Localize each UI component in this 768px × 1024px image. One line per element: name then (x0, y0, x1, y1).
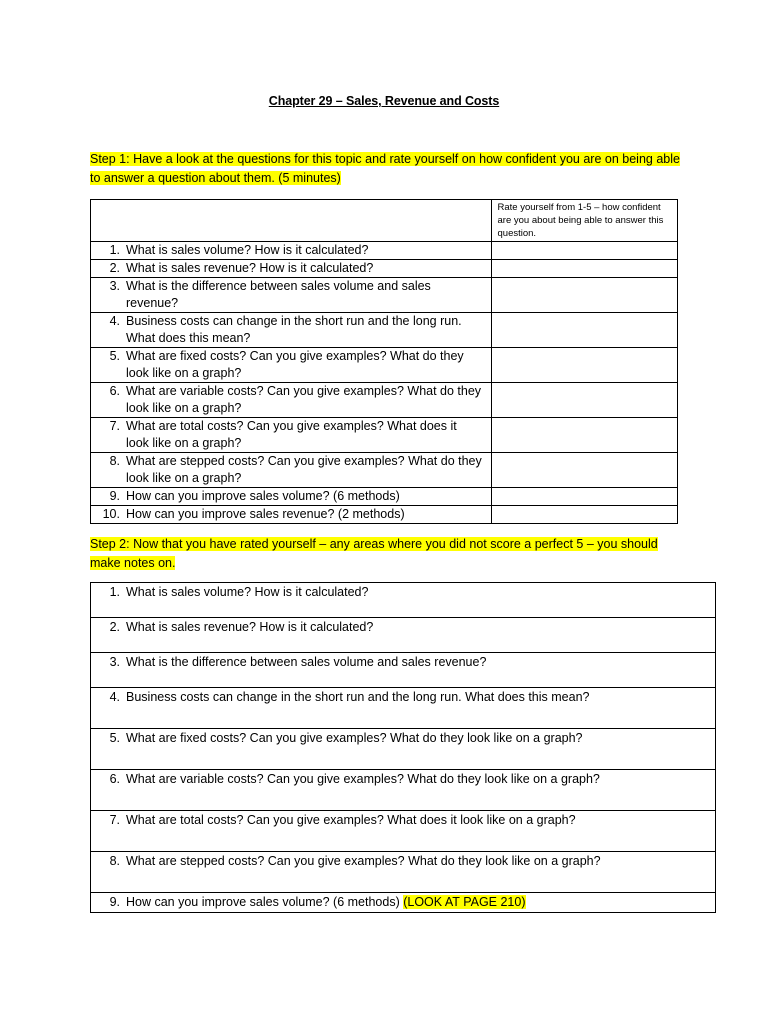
notes-table (90, 582, 716, 913)
question-text: What is sales revenue? How is it calculated? (126, 261, 374, 275)
rating-row (91, 278, 678, 313)
rating-cell[interactable] (491, 453, 677, 488)
question-text: How can you improve sales revenue? (2 methods) (126, 507, 405, 521)
note-text: What are variable costs? Can you give examples? What do they look like on a graph? (126, 772, 600, 786)
notes-row (91, 852, 716, 893)
notes-cell[interactable] (91, 811, 716, 852)
question-number: 3. (109, 279, 120, 293)
note-number: 1. (109, 585, 120, 599)
rating-row (91, 383, 678, 418)
note-number: 4. (109, 690, 120, 704)
rating-row (91, 488, 678, 506)
question-number: 8. (109, 454, 120, 468)
rating-cell[interactable] (491, 418, 677, 453)
notes-row (91, 811, 716, 852)
page-reference-highlight: (LOOK AT PAGE 210) (403, 895, 526, 909)
notes-cell[interactable] (91, 729, 716, 770)
note-number: 2. (109, 620, 120, 634)
notes-cell[interactable] (91, 653, 716, 688)
rating-cell[interactable] (491, 348, 677, 383)
rating-cell[interactable] (491, 488, 677, 506)
rating-row (91, 506, 678, 524)
question-number: 4. (109, 314, 120, 328)
question-text: What are variable costs? Can you give examples? What do they look like on a graph? (126, 384, 482, 415)
note-number: 7. (109, 813, 120, 827)
note-text: How can you improve sales volume? (6 methods) (126, 895, 400, 909)
rating-header-cell: Rate yourself from 1-5 – how confident are you about being able to answer this question. (491, 200, 677, 242)
rating-table (90, 199, 678, 524)
note-number: 3. (109, 655, 120, 669)
rating-row (91, 418, 678, 453)
notes-row (91, 653, 716, 688)
rating-row (91, 242, 678, 260)
question-text: Business costs can change in the short run and the long run. What does this mean? (126, 314, 462, 345)
note-text: What is sales revenue? How is it calculated? (126, 620, 374, 634)
question-text: What are total costs? Can you give examples? What does it look like on a graph? (126, 419, 457, 450)
question-text: What is sales volume? How is it calculated? (126, 243, 369, 257)
note-text-with-highlight (120, 894, 715, 911)
notes-row (91, 618, 716, 653)
question-number: 2. (109, 261, 120, 275)
note-text: What is sales volume? How is it calculated? (126, 585, 369, 599)
page-title: Chapter 29 – Sales, Revenue and Costs (268, 94, 500, 108)
rating-cell[interactable] (491, 278, 677, 313)
rating-cell[interactable] (491, 313, 677, 348)
question-text: What are fixed costs? Can you give examples? What do they look like on a graph? (126, 349, 464, 380)
step1-text: Step 1: Have a look at the questions for this topic and rate yourself on how confident you are on being able to answer a question about them. (5 minutes) (90, 152, 680, 185)
question-text: How can you improve sales volume? (6 methods) (126, 489, 400, 503)
rating-cell[interactable] (491, 383, 677, 418)
note-text: What is the difference between sales volume and sales revenue? (126, 655, 487, 669)
rating-row (91, 453, 678, 488)
question-number: 6. (109, 384, 120, 398)
notes-row (91, 770, 716, 811)
question-text: What is the difference between sales volume and sales revenue? (126, 279, 431, 310)
notes-cell[interactable] (91, 688, 716, 729)
notes-cell[interactable] (91, 583, 716, 618)
notes-row (91, 893, 716, 913)
note-text: What are stepped costs? Can you give examples? What do they look like on a graph? (126, 854, 601, 868)
step2-instructions (90, 535, 690, 573)
question-text: What are stepped costs? Can you give examples? What do they look like on a graph? (126, 454, 482, 485)
note-text: Business costs can change in the short run and the long run. What does this mean? (126, 690, 590, 704)
notes-cell[interactable] (91, 893, 716, 913)
note-number: 6. (109, 772, 120, 786)
note-number: 8. (109, 854, 120, 868)
note-number: 5. (109, 731, 120, 745)
notes-cell[interactable] (91, 852, 716, 893)
note-number: 9. (109, 895, 120, 909)
question-number: 10. (102, 507, 120, 521)
rating-cell[interactable] (491, 260, 677, 278)
notes-cell[interactable] (91, 618, 716, 653)
question-number: 9. (109, 489, 120, 503)
notes-row (91, 688, 716, 729)
question-number: 7. (109, 419, 120, 433)
rating-cell[interactable] (491, 242, 677, 260)
rating-cell[interactable] (491, 506, 677, 524)
notes-row (91, 583, 716, 618)
question-number: 1. (109, 243, 120, 257)
note-text: What are fixed costs? Can you give examples? What do they look like on a graph? (126, 731, 583, 745)
rating-row (91, 348, 678, 383)
rating-row (91, 313, 678, 348)
question-number: 5. (109, 349, 120, 363)
rating-header-blank-cell (91, 200, 492, 242)
notes-row (91, 729, 716, 770)
notes-cell[interactable] (91, 770, 716, 811)
note-text: What are total costs? Can you give examples? What does it look like on a graph? (126, 813, 576, 827)
rating-header-row (91, 200, 678, 242)
step1-instructions (90, 150, 690, 188)
step2-text: Step 2: Now that you have rated yourself – any areas where you did not score a perfect 5 – you should make notes on. (90, 537, 658, 570)
rating-row (91, 260, 678, 278)
